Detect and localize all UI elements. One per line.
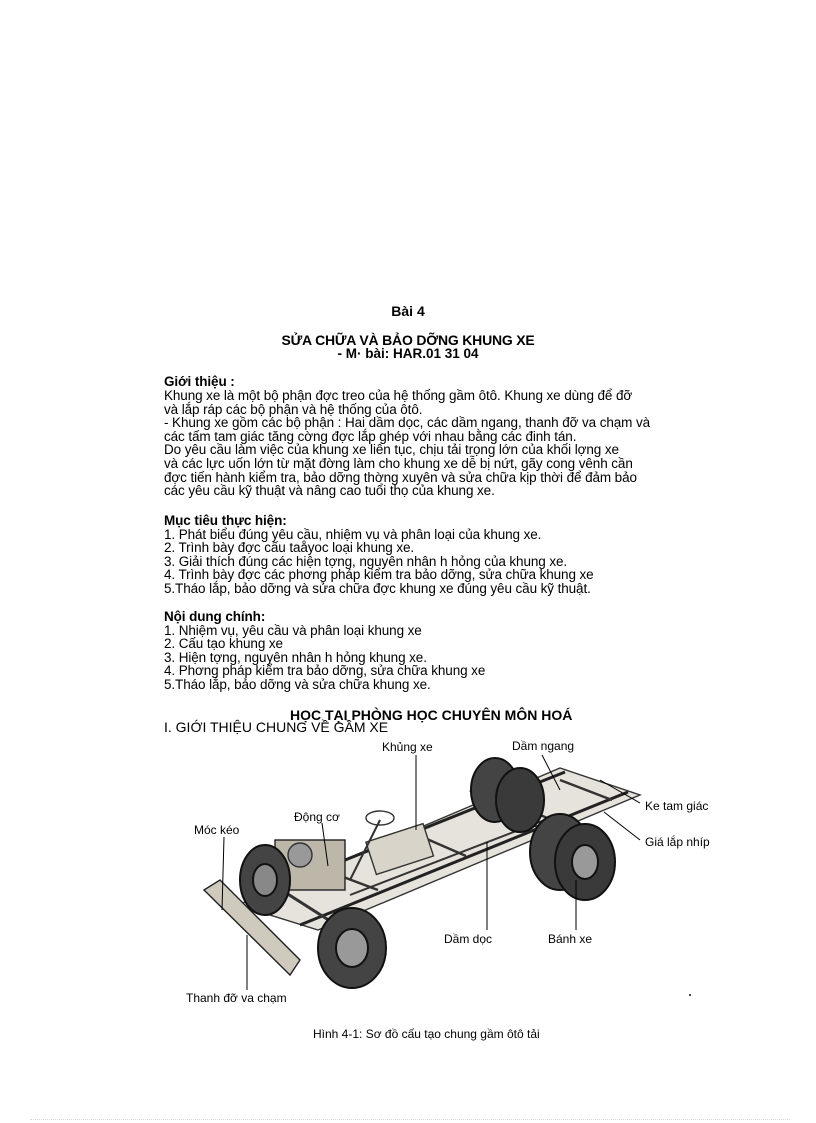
label-dong-co: Động cơ [294,810,340,824]
lesson-title: SỬA CHỮA VÀ BẢO DỠNG KHUNG XE [281,332,535,348]
intro-heading: Giới thiệu : [164,374,235,389]
content-item: 2. Cấu tạo khung xe [164,636,283,652]
lesson-number: Bài 4 [391,303,425,319]
content-item: 4. Phơng pháp kiểm tra bảo dỡng, sửa chữa khung xe [164,663,486,679]
intro-line: Khung xe là một bộ phận đợc treo của hệ thống gầm ôtô. Khung xe dùng để đỡ [164,388,633,403]
label-dam-ngang: Dầm ngang [512,739,575,753]
intro-line: các tấm tam giác tăng cờng đợc lắp ghép với nhau bằng các đinh tán. [164,428,577,444]
objective-item: 5.Tháo lắp, bảo dỡng và sửa chữa đợc khung xe đúng yêu cầu kỹ thuật. [164,581,591,596]
label-moc-keo: Móc kéo [194,823,240,837]
intro-line: các yêu cầu kỹ thuật và nâng cao tuổi thọ của khung xe. [164,483,495,499]
content-item: 1. Nhiệm vụ, yêu cầu và phân loại khung xe [164,622,422,638]
figure-caption: Hình 4-1: Sơ đồ cấu tạo chung gầm ôtô tải [313,1027,540,1041]
intro-line: - Khung xe gồm các bộ phận : Hai dầm dọc, các dầm ngang, thanh đỡ va chạm và [164,415,651,431]
label-gia-lap-nhip: Giá lắp nhíp [645,835,710,849]
content-item: 5.Tháo lắp, bảo dỡng và sửa chữa khung xe. [164,677,431,692]
overlay-heading: HỌC TẠI PHÒNG HỌC CHUYÊN MÔN HOÁ [290,707,573,723]
label-khung-xe: Khủng xe [382,740,433,754]
lesson-code: - M· bài: HAR.01 31 04 [337,346,479,361]
intro-line: và các lực uốn lớn từ mặt đờng làm cho khung xe dễ bị nứt, gãy cong vênh cần [164,456,633,471]
content-item: 3. Hiện tợng, nguyên nhân h hỏng khung xe. [164,649,427,665]
dot-mark [689,994,691,996]
page-footer-divider [30,1119,790,1120]
intro-line: Do yêu cầu làm việc của khung xe liên tục, chịu tải trọng lớn của khối lợng xe [164,442,619,458]
section-heading: I. GIỚI THIỆU CHUNG VỀ GẦM XE [164,719,389,735]
objectives-heading: Mục tiêu thực hiện: [164,513,287,528]
objective-item: 4. Trình bày đợc các phơng pháp kiểm tra bảo dỡng, sửa chữa khung xe [164,567,594,583]
objective-item: 2. Trình bày đợc cấu taåyoc loại khung xe. [164,540,415,556]
contents-heading: Nội dung chính: [164,609,266,624]
intro-line: và lắp ráp các bộ phận và hệ thống của ôtô. [164,401,423,417]
objective-item: 3. Giải thích đúng các hiện tợng, nguyên nhân h hỏng của khung xe. [164,553,568,569]
label-dam-doc: Dầm dọc [444,932,493,946]
label-banh-xe: Bánh xe [548,932,593,946]
objective-item: 1. Phát biểu đúng yêu cầu, nhiệm vụ và phân loại của khung xe. [164,526,542,542]
label-ke-tam-giac: Ke tam giác [645,799,709,813]
intro-line: đợc tiến hành kiểm tra, bảo dỡng thờng xuyên và sửa chữa kịp thời để đảm bảo [164,469,637,485]
label-thanh-do: Thanh đỡ va chạm [186,991,287,1005]
